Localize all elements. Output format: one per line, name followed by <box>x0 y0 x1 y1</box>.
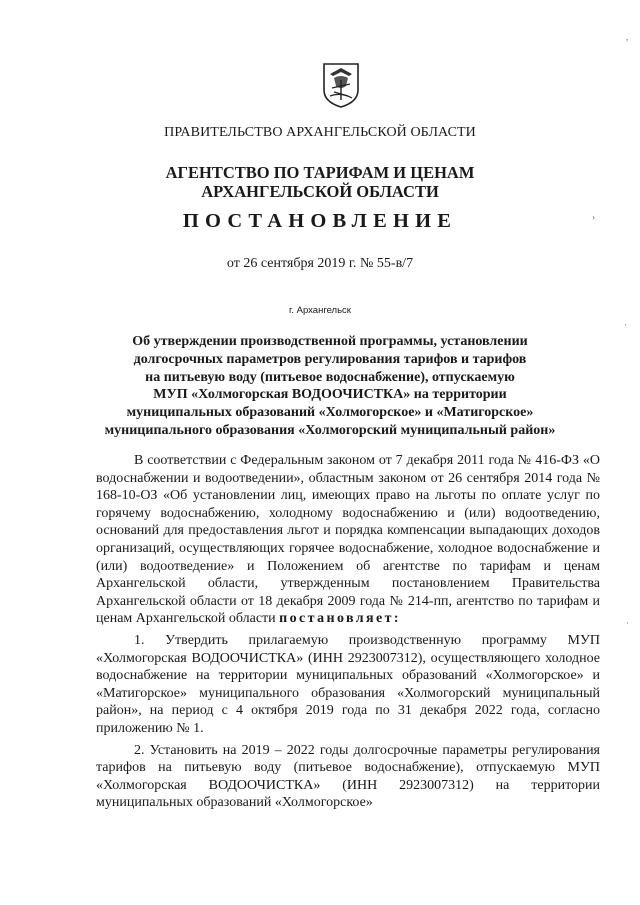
scan-mark: · <box>626 618 629 628</box>
scan-mark: · <box>624 320 627 330</box>
government-name: ПРАВИТЕЛЬСТВО АРХАНГЕЛЬСКОЙ ОБЛАСТИ <box>164 125 476 140</box>
subject-line: долгосрочных параметров регулирования тарифов и тарифов <box>133 351 527 367</box>
subject-line: муниципальных образований «Холмогорское» и «Матигорское» <box>126 405 534 421</box>
agency-line-1: АГЕНТСТВО ПО ТАРИФАМ И ЦЕНАМ <box>165 163 475 182</box>
document-body <box>96 452 600 816</box>
coat-of-arms-emblem <box>322 62 360 108</box>
scan-mark: , <box>626 32 629 42</box>
item-2-paragraph: 2. Установить на 2019 – 2022 годы долгосрочные параметры регулирования тарифов на питьевую воду (питьевое водоснабжение), отпускаемую МУП «Холмогорская ВОДООЧИСТКА» (ИНН 2923007312) на территории муниципальных образований «Холмогорское» <box>96 742 600 811</box>
document-type: ПОСТАНОВЛЕНИЕ <box>182 210 458 232</box>
agency-line-2: АРХАНГЕЛЬСКОЙ ОБЛАСТИ <box>201 182 439 201</box>
city: г. Архангельск <box>289 305 351 316</box>
subject-line: на питьевую воду (питьевое водоснабжение), отпускаемую <box>145 369 515 385</box>
agency-name <box>0 163 640 201</box>
subject-line: муниципального образования «Холмогорский муниципальный район» <box>104 422 556 438</box>
subject-line: МУП «Холмогорская ВОДООЧИСТКА» на территории <box>153 387 507 403</box>
date-and-number: от 26 сентября 2019 г. № 55-в/7 <box>226 256 414 271</box>
document-subject <box>60 333 600 440</box>
item-1-paragraph: 1. Утвердить прилагаемую производственную программу МУП «Холмогорская ВОДООЧИСТКА» (ИНН 2923007312), осуществляющего холодное водоснабжение на территории муниципальных образований «Холмогорское» и «Матигорское» муниципального образования «Холмогорский муниципальный район», на период с 4 октября 2019 года по 31 декабря 2022 года, согласно приложению № 1. <box>96 632 600 736</box>
decree-word: постановляет: <box>279 611 401 627</box>
scan-mark: › <box>592 212 595 222</box>
subject-line: Об утверждении производственной программы, установлении <box>132 334 528 349</box>
preamble-text: В соответствии с Федеральным законом от 7 декабря 2011 года № 416-ФЗ «О водоснабжении и водоотведении», областным законом от 26 сентября 2014 года № 168-10-ОЗ «Об установлении лиц, имеющих право на льготы по оплате услуг по горячему водоснабжению, холодному водоснабжению и (или) водоотведению, оснований для предоставления льгот и порядка компенсации выпадающих доходов организаций, осуществляющих горячее водоснабжение, холодное водоснабжение и (или) водоотведение» и Положением об агентстве по тарифам и ценам Архангельской области, утвержденным постановлением Правительства Архангельской области от 18 декабря 2009 года № 214-пп, агентство по тарифам и ценам Архангельской области <box>96 453 600 627</box>
preamble-paragraph <box>96 452 600 628</box>
